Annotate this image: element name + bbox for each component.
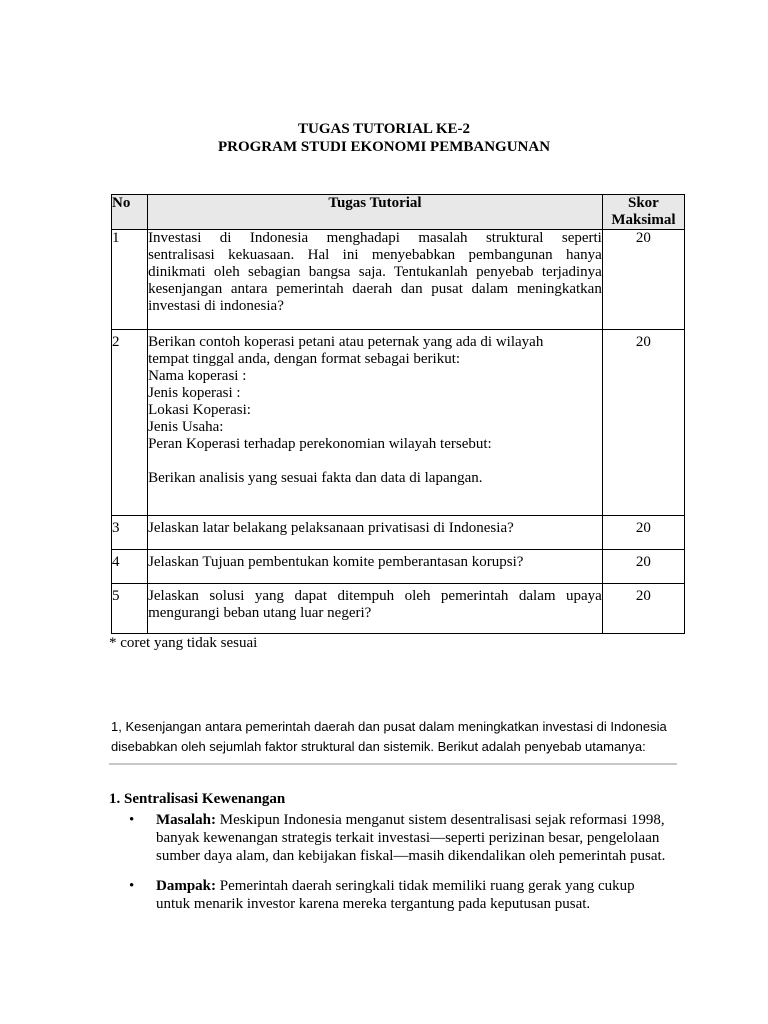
- task-line: Jenis Usaha:: [148, 419, 224, 435]
- bullet-icon: •: [129, 878, 135, 894]
- task-line: Lokasi Koperasi:: [148, 402, 251, 418]
- task-line: tempat tinggal anda, dengan format sebagai berikut:: [148, 351, 461, 367]
- row-number: 3: [112, 516, 148, 550]
- score-cell: 20: [602, 230, 684, 330]
- list-item: [109, 811, 669, 865]
- table-row: [112, 516, 685, 550]
- divider: [109, 763, 677, 765]
- score-cell: 20: [602, 516, 684, 550]
- task-line: Jelaskan solusi yang dapat ditempuh oleh pemerintah dalam upaya: [148, 588, 602, 604]
- header-no: No: [112, 195, 148, 230]
- row-number: 4: [112, 550, 148, 584]
- task-cell: [148, 330, 603, 516]
- answer-intro-line: 1, Kesenjangan antara pemerintah daerah dan pusat dalam meningkatkan investasi di Indonesia: [111, 719, 667, 734]
- point-text: Pemerintah daerah seringkali tidak memiliki ruang gerak yang cukup untuk menarik investor karena mereka tergantung pada keputusan pusat.: [156, 878, 635, 912]
- row-number: 5: [112, 584, 148, 634]
- table-row: [112, 584, 685, 634]
- footnote: * coret yang tidak sesuai: [109, 635, 258, 651]
- task-line: [148, 453, 602, 470]
- score-cell: 20: [602, 330, 684, 516]
- task-line: Peran Koperasi terhadap perekonomian wilayah tersebut:: [148, 436, 492, 452]
- task-line: Berikan contoh koperasi petani atau peternak yang ada di wilayah: [148, 334, 544, 350]
- section-heading: 1. Sentralisasi Kewenangan: [109, 791, 286, 807]
- task-cell: [148, 516, 603, 550]
- list-item: [109, 877, 669, 913]
- task-line: Jenis koperasi :: [148, 385, 241, 401]
- header-task: Tugas Tutorial: [148, 195, 603, 230]
- score-cell: 20: [602, 584, 684, 634]
- task-line: Berikan analisis yang sesuai fakta dan data di lapangan.: [148, 470, 483, 486]
- table-header-row: [112, 195, 685, 230]
- header-score-line2: Maksimal: [611, 212, 676, 228]
- task-table: [111, 194, 685, 634]
- point-label: Masalah:: [156, 812, 216, 828]
- point-label: Dampak:: [156, 878, 217, 894]
- task-line: Jelaskan latar belakang pelaksanaan privatisasi di Indonesia?: [148, 520, 514, 536]
- task-line: mengurangi beban utang luar negeri?: [148, 605, 372, 621]
- table-row: [112, 230, 685, 330]
- task-line: dinikmati oleh sebagian bangsa saja. Tentukanlah penyebab terjadinya: [148, 264, 602, 280]
- task-line: Jelaskan Tujuan pembentukan komite pemberantasan korupsi?: [148, 554, 524, 570]
- point-text: Meskipun Indonesia menganut sistem desentralisasi sejak reformasi 1998, banyak kewenangan strategis terkait investasi—seperti perizinan besar, pengelolaan sumber daya alam, dan kebijakan fiskal—masih dikendalikan oleh pemerintah pusat.: [156, 812, 666, 864]
- bullet-list: [109, 811, 669, 925]
- header-score: [602, 195, 684, 230]
- document-title: TUGAS TUTORIAL KE-2: [298, 121, 470, 137]
- table-row: [112, 550, 685, 584]
- row-number: 2: [112, 330, 148, 516]
- task-cell: [148, 584, 603, 634]
- task-line: sentralisasi kekuasaan. Hal ini menyebabkan pembangunan hanya: [148, 247, 602, 263]
- score-cell: 20: [602, 550, 684, 584]
- bullet-icon: •: [129, 812, 135, 828]
- table-row: [112, 330, 685, 516]
- task-line: Investasi di Indonesia menghadapi masalah struktural seperti: [148, 230, 602, 246]
- document-subtitle: PROGRAM STUDI EKONOMI PEMBANGUNAN: [217, 139, 551, 155]
- task-cell: [148, 550, 603, 584]
- task-line: investasi di indonesia?: [148, 298, 284, 314]
- answer-intro: [111, 717, 681, 757]
- task-line: kesenjangan antara pemerintah daerah dan pusat dalam meningkatkan: [148, 281, 602, 297]
- row-number: 1: [112, 230, 148, 330]
- task-cell: [148, 230, 603, 330]
- task-line: Nama koperasi :: [148, 368, 247, 384]
- answer-intro-line: disebabkan oleh sejumlah faktor struktural dan sistemik. Berikut adalah penyebab utamanya:: [111, 739, 646, 754]
- header-score-line1: Skor: [628, 195, 659, 211]
